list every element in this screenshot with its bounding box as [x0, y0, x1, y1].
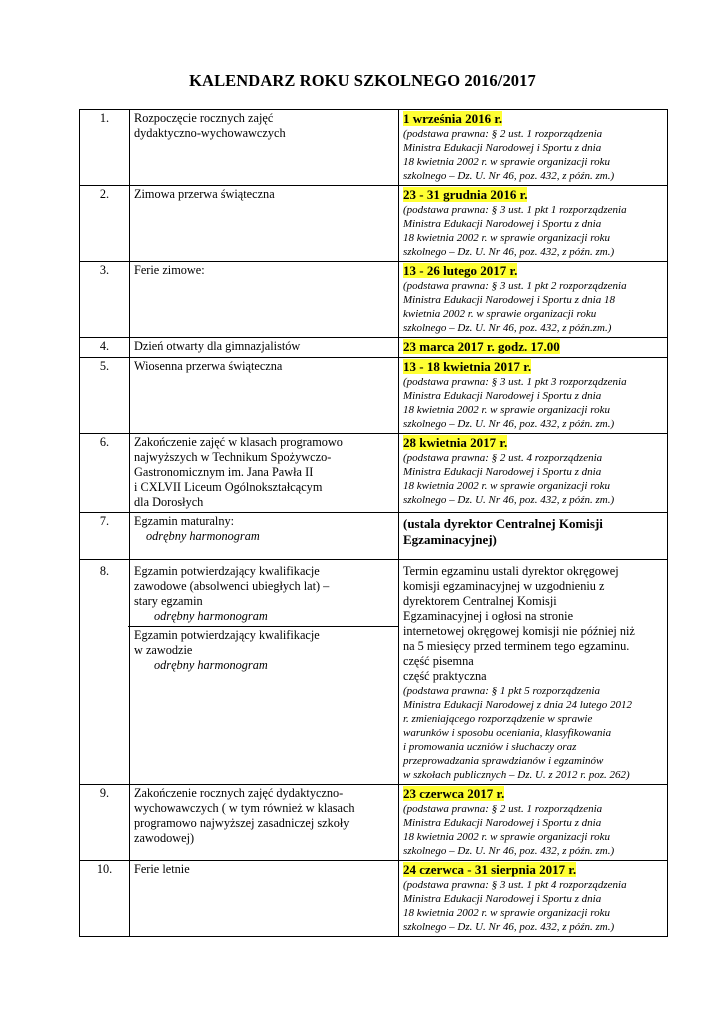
- row-date: [399, 861, 668, 937]
- table-row: [80, 186, 668, 262]
- date-highlight: 28 kwietnia 2017 r.: [403, 435, 508, 450]
- schedule-note: odrębny harmonogram: [146, 529, 260, 543]
- row-date: [399, 186, 668, 262]
- date-highlight: 23 - 31 grudnia 2016 r.: [403, 187, 528, 202]
- schedule-note: odrębny harmonogram: [154, 658, 268, 672]
- schedule-note: odrębny harmonogram: [154, 609, 268, 623]
- page-title: KALENDARZ ROKU SZKOLNEGO 2016/2017: [189, 71, 536, 90]
- row-number: 9.: [80, 785, 130, 861]
- date-highlight: 13 - 18 kwietnia 2017 r.: [403, 359, 532, 374]
- table-row: [80, 513, 668, 560]
- row-number: 2.: [80, 186, 130, 262]
- table-row: [80, 358, 668, 434]
- row-description: Zakończenie zajęć w klasach programowo najwyższych w Technikum Spożywczo- Gastronomicznym im. Jana Pawła II i CXLVII Liceum Ogólnokształcącym dla Dorosłych: [130, 434, 399, 513]
- legal-basis: (podstawa prawna: § 1 pkt 5 rozporządzenia Ministra Edukacji Narodowej z dnia 24 lutego 2012 r. zmieniającego rozporządzenie w sprawie warunków i sposobu oceniania, klasyfikowania i promowania uczniów i słuchaczy oraz przeprowadzania sprawdzianów i egzaminów w szkołach publicznych – Dz. U. z 2012 r. poz. 262): [403, 685, 633, 781]
- row-number: 7.: [80, 513, 130, 560]
- row-description: Rozpoczęcie rocznych zajęć dydaktyczno-wychowawczych: [130, 110, 399, 186]
- table-row: [80, 262, 668, 338]
- row-number: 6.: [80, 434, 130, 513]
- calendar-table: [79, 109, 668, 937]
- row-description: Zakończenie rocznych zajęć dydaktyczno- wychowawczych ( w tym również w klasach programowo najwyższej zasadniczej szkoły zawodowej): [130, 785, 399, 861]
- exam-term-text: Termin egzaminu ustali dyrektor okręgowej komisji egzaminacyjnej w uzgodnieniu z dyrektorem Centralnej Komisji Egzaminacyjnej i ogłosi na stronie internetowej okręgowej komisji nie później niż na 5 miesięcy przed terminem tego egzaminu. część pisemna część praktyczna: [403, 564, 635, 683]
- row-date: [399, 434, 668, 513]
- date-highlight: 23 marca 2017 r. godz. 17.00: [403, 339, 560, 354]
- row-description: Egzamin potwierdzający kwalifikacje zawodowe (absolwenci ubiegłych lat) – stary egzamin odrębny harmonogram Egzamin potwierdzający kwalifikacje w zawodzie odrębny harmonogram: [130, 560, 399, 785]
- table-row: [80, 110, 668, 186]
- table-row: [80, 560, 668, 785]
- row-date: [399, 110, 668, 186]
- date-highlight: 1 września 2016 r.: [403, 111, 503, 126]
- date-highlight: 23 czerwca 2017 r.: [403, 786, 505, 801]
- row-description: Dzień otwarty dla gimnazjalistów: [130, 338, 399, 358]
- row-number: 3.: [80, 262, 130, 338]
- legal-basis: (podstawa prawna: § 2 ust. 1 rozporządzenia Ministra Edukacji Narodowej i Sportu z dnia 18 kwietnia 2002 r. w sprawie organizacji roku szkolnego – Dz. U. Nr 46, poz. 432, z późn. zm.): [403, 128, 615, 182]
- row-number: 1.: [80, 110, 130, 186]
- legal-basis: (podstawa prawna: § 3 ust. 1 pkt 1 rozporządzenia Ministra Edukacji Narodowej i Sportu z dnia 18 kwietnia 2002 r. w sprawie organizacji roku szkolnego – Dz. U. Nr 46, poz. 432, z późn. zm.): [403, 204, 627, 258]
- legal-basis: (podstawa prawna: § 2 ust. 4 rozporządzenia Ministra Edukacji Narodowej i Sportu z dnia 18 kwietnia 2002 r. w sprawie organizacji roku szkolnego – Dz. U. Nr 46, poz. 432, z późn. zm.): [403, 452, 615, 506]
- row-number: 10.: [80, 861, 130, 937]
- row-date: [399, 560, 668, 785]
- row-date: [399, 338, 668, 358]
- legal-basis: (podstawa prawna: § 3 ust. 1 pkt 3 rozporządzenia Ministra Edukacji Narodowej i Sportu z dnia 18 kwietnia 2002 r. w sprawie organizacji roku szkolnego – Dz. U. Nr 46, poz. 432, z późn. zm.): [403, 376, 627, 430]
- table-row: [80, 434, 668, 513]
- legal-basis: (podstawa prawna: § 3 ust. 1 pkt 2 rozporządzenia Ministra Edukacji Narodowej i Sportu z dnia 18 kwietnia 2002 r. w sprawie organizacji roku szkolnego – Dz. U. Nr 46, poz. 432, z późn.zm.): [403, 280, 627, 334]
- date-highlight: 24 czerwca - 31 sierpnia 2017 r.: [403, 862, 577, 877]
- row-date: [399, 262, 668, 338]
- sub-row-divider: Egzamin potwierdzający kwalifikacje w zawodzie odrębny harmonogram: [128, 626, 398, 673]
- table-row: [80, 861, 668, 937]
- row-date: [399, 513, 668, 560]
- row-description: Ferie letnie: [130, 861, 399, 937]
- row-description: Wiosenna przerwa świąteczna: [130, 358, 399, 434]
- row-date: [399, 358, 668, 434]
- row-description: Egzamin maturalny: odrębny harmonogram: [130, 513, 399, 560]
- row-number: 5.: [80, 358, 130, 434]
- table-row: [80, 785, 668, 861]
- exam-authority-note: (ustala dyrektor Centralnej Komisji Egzaminacyjnej): [403, 516, 603, 547]
- legal-basis: (podstawa prawna: § 3 ust. 1 pkt 4 rozporządzenia Ministra Edukacji Narodowej i Sportu z dnia 18 kwietnia 2002 r. w sprawie organizacji roku szkolnego – Dz. U. Nr 46, poz. 432, z późn. zm.): [403, 879, 627, 933]
- table-row: [80, 338, 668, 358]
- row-description: Zimowa przerwa świąteczna: [130, 186, 399, 262]
- date-highlight: 13 - 26 lutego 2017 r.: [403, 263, 518, 278]
- row-date: [399, 785, 668, 861]
- row-number: 8.: [80, 560, 130, 785]
- row-description: Ferie zimowe:: [130, 262, 399, 338]
- row-number: 4.: [80, 338, 130, 358]
- legal-basis: (podstawa prawna: § 2 ust. 1 rozporządzenia Ministra Edukacji Narodowej i Sportu z dnia 18 kwietnia 2002 r. w sprawie organizacji roku szkolnego – Dz. U. Nr 46, poz. 432, z późn. zm.): [403, 803, 615, 857]
